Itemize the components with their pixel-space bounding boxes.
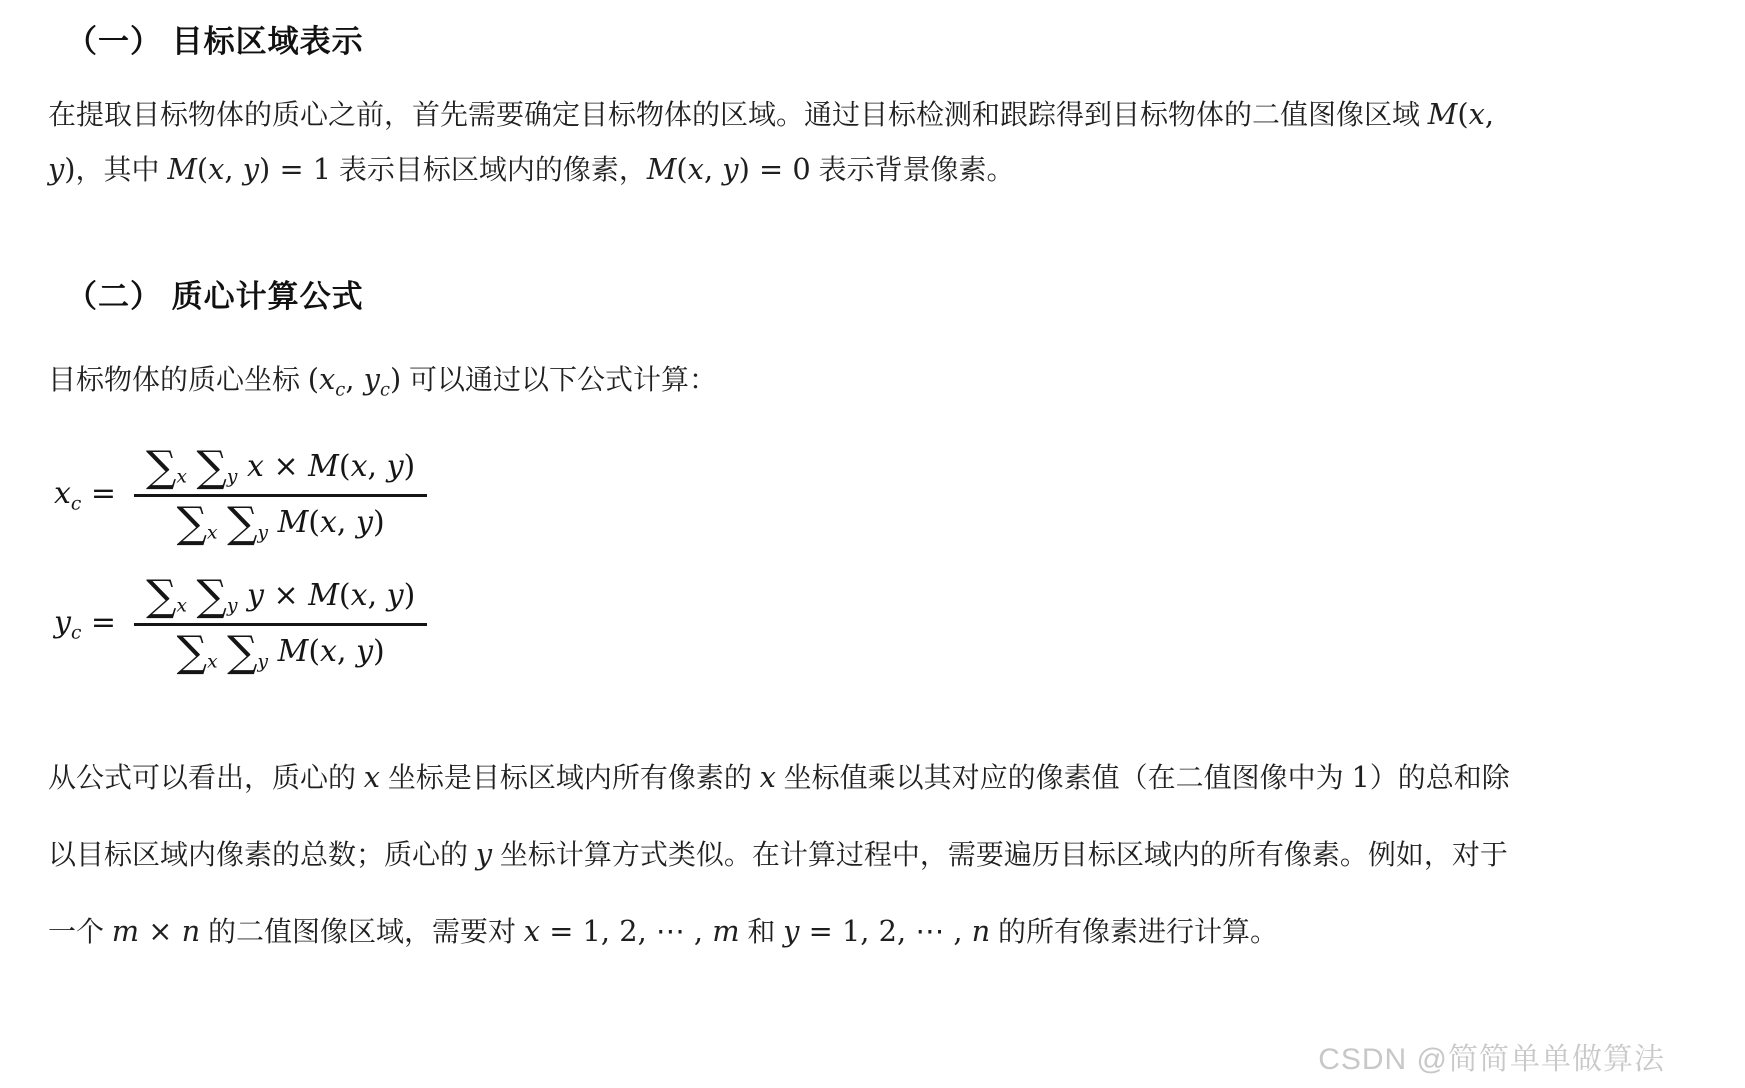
section-heading-centroid-formula: （二） 质心计算公式: [66, 279, 364, 314]
fraction: [134, 442, 427, 549]
formula-lhs: $x_c$ =: [54, 476, 117, 515]
fraction-numerator: $\sum_x$ $\sum_y$ x × M(x, y): [134, 447, 427, 497]
fraction-denominator: $\sum_x$ $\sum_y$ M(x, y): [176, 498, 385, 549]
paragraph-target-region: 在提取目标物体的质心之前，首先需要确定目标物体的区域。通过目标检测和跟踪得到目标物体的二值图像区域 M(x, y)，其中 M(x, y) = 1 表示目标区域内的像素，M(x, y) = 0 表示背景像素。: [48, 97, 1495, 186]
fraction-numerator: $\sum_x$ $\sum_y$ y × M(x, y): [134, 576, 427, 626]
formula-centroid-y: [54, 571, 1518, 678]
fraction-denominator: $\sum_x$ $\sum_y$ M(x, y): [176, 627, 385, 678]
formula-lhs: $y_c$ =: [54, 605, 117, 644]
csdn-watermark: CSDN @简简单单做算法: [1318, 1043, 1665, 1076]
formula-centroid-x: [54, 442, 1518, 549]
paragraph-formula-explanation: 从公式可以看出，质心的 x 坐标是目标区域内所有像素的 x 坐标值乘以其对应的像素值（在二值图像中为 1）的总和除以目标区域内像素的总数；质心的 y 坐标计算方式类似。在计算过程中，需要遍历目标区域内的所有像素。例如，对于一个 m × n 的二值图像区域，需要对 x = 1, 2, ⋯ , m 和 y = 1, 2, ⋯ , n 的所有像素进行计算。: [48, 760, 1510, 948]
fraction: [134, 571, 427, 678]
paragraph-formula-intro: 目标物体的质心坐标 ($x_c$, $y_c$) 可以通过以下公式计算：: [48, 362, 717, 401]
section-heading-target-region: （一） 目标区域表示: [66, 24, 364, 59]
